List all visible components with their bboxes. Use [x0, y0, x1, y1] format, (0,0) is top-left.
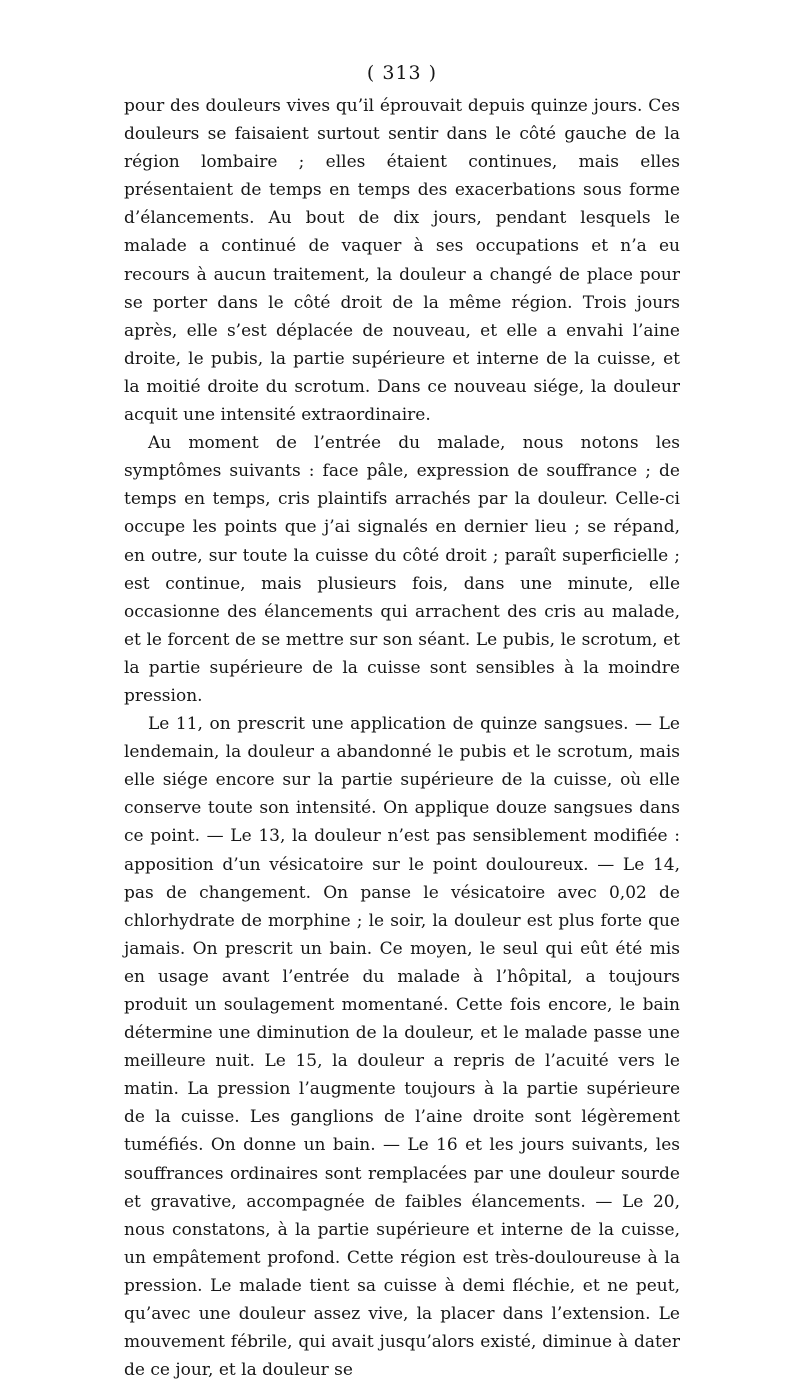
book-page: [124, 62, 680, 1384]
paragraph-treatment: Le 11, on prescrit une application de quinze sangsues. — Le lendemain, la douleur a abandonné le pubis et le scrotum, mais elle siége encore sur la partie supérieure de la cuisse, où elle conserve toute son intensité. On applique douze sangsues dans ce point. — Le 13, la douleur n’est pas sensiblement modifiée : apposition d’un vésicatoire sur le point douloureux. — Le 14, pas de changement. On panse le vésicatoire avec 0,02 de chlorhydrate de morphine ; le soir, la douleur est plus forte que jamais. On prescrit un bain. Ce moyen, le seul qui eût été mis en usage avant l’entrée du malade à l’hôpital, a toujours produit un soulagement momentané. Cette fois encore, le bain détermine une diminution de la douleur, et le malade passe une meilleure nuit. Le 15, la douleur a repris de l’acuité vers le matin. La pression l’augmente toujours à la partie supérieure de la cuisse. Les ganglions de l’aine droite sont légèrement tuméfiés. On donne un bain. — Le 16 et les jours suivants, les souffrances ordinaires sont remplacées par une douleur sourde et gravative, accompagnée de faibles élancements. — Le 20, nous constatons, à la partie supérieure et interne de la cuisse, un empâtement profond. Cette région est très-douloureuse à la pression. Le malade tient sa cuisse à demi fléchie, et ne peut, qu’avec une douleur assez vive, la placer dans l’extension. Le mouvement fébrile, qui avait jusqu’alors existé, diminue à dater de ce jour, et la douleur se: [124, 714, 680, 1381]
paragraph-continuation: pour des douleurs vives qu’il éprouvait depuis quinze jours. Ces douleurs se faisaient surtout sentir dans le côté gauche de la région lombaire ; elles étaient continues, mais elles présentaient de temps en temps des exacerbations sous forme d’élancements. Au bout de dix jours, pendant lesquels le malade a continué de vaquer à ses occupations et n’a eu recours à aucun traitement, la douleur a changé de place pour se porter dans le côté droit de la même région. Trois jours après, elle s’est déplacée de nouveau, et elle a envahi l’aine droite, le pubis, la partie supérieure et interne de la cuisse, et la moitié droite du scrotum. Dans ce nouveau siége, la douleur acquit une intensité extraordinaire.: [124, 96, 680, 426]
page-number: ( 313 ): [366, 62, 438, 84]
paragraph-symptoms: Au moment de l’entrée du malade, nous notons les symptômes suivants : face pâle, expression de souffrance ; de temps en temps, cris plaintifs arrachés par la douleur. Celle-ci occupe les points que j’ai signalés en dernier lieu ; se répand, en outre, sur toute la cuisse du côté droit ; paraît superficielle ; est continue, mais plusieurs fois, dans une minute, elle occasionne des élancements qui arrachent des cris au malade, et le forcent de se mettre sur son séant. Le pubis, le scrotum, et la partie supérieure de la cuisse sont sensibles à la moindre pression.: [124, 433, 680, 706]
